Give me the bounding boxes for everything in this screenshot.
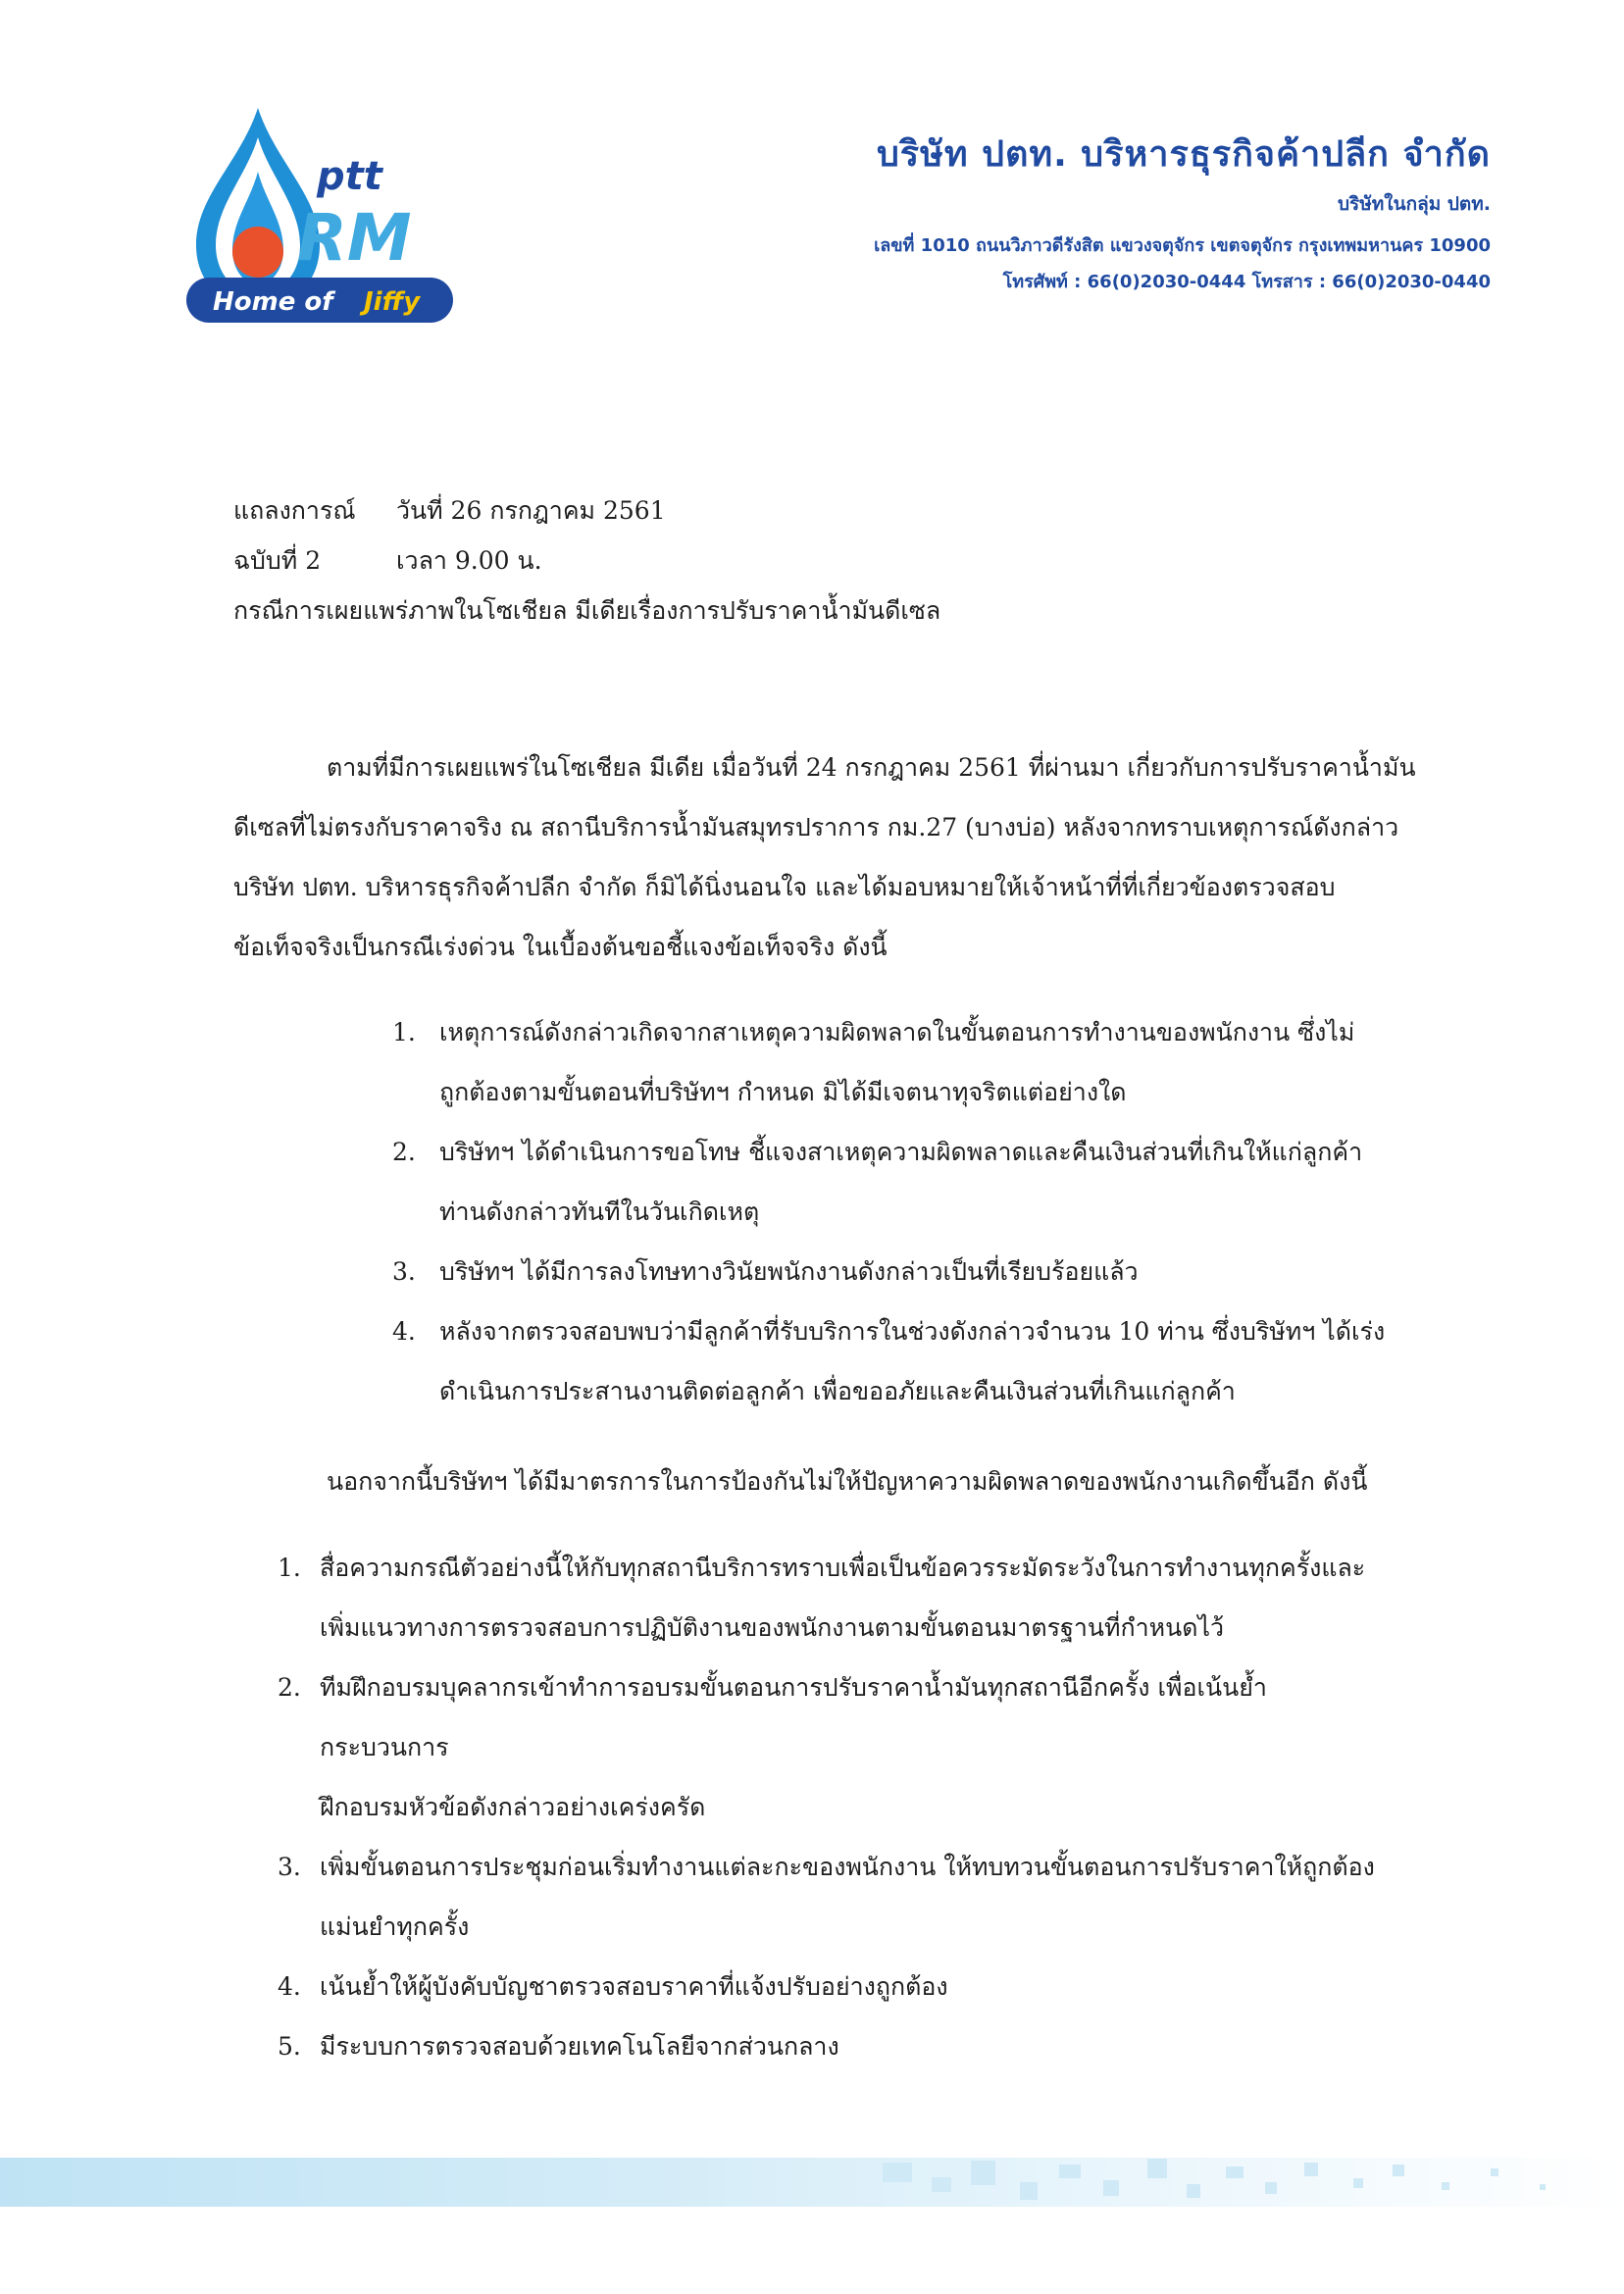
intro-line: ตามที่มีการเผยแพร่ในโซเชียล มีเดีย เมื่อวันที่ 24 กรกฎาคม 2561 ที่ผ่านมา เกี่ยวกับการปรับราคาน้ำมัน — [327, 753, 1416, 782]
ptt-rm-logo — [181, 103, 466, 329]
list-text: เน้นย้ำให้ผู้บังคับบัญชาตรวจสอบราคาที่แจ้งปรับอย่างถูกต้อง — [320, 1972, 948, 2001]
statement-date: วันที่ 26 กรกฎาคม 2561 — [396, 496, 666, 525]
logo-ptt-text: ptt — [317, 154, 382, 199]
company-address: เลขที่ 1010 ถนนวิภาวดีรังสิต แขวงจตุจักร เขตจตุจักร กรุงเทพมหานคร 10900 — [874, 235, 1491, 256]
list-text: มีระบบการตรวจสอบด้วยเทคโนโลยีจากส่วนกลาง — [320, 2032, 839, 2061]
list-number: 3. — [278, 1853, 301, 1881]
list-item — [392, 1242, 1393, 1301]
company-header — [874, 126, 1491, 295]
intro-line: ข้อเท็จจริงเป็นกรณีเร่งด่วน ในเบื้องต้นขอชี้แจงข้อเท็จจริง ดังนี้ — [233, 933, 888, 961]
list-text: เหตุการณ์ดังกล่าวเกิดจากสาเหตุความผิดพลาดในขั้นตอนการทำงานของพนักงาน ซึ่งไม่ — [439, 1018, 1355, 1046]
intro-paragraph — [233, 738, 1416, 977]
list-text: สื่อความกรณีตัวอย่างนี้ให้กับทุกสถานีบริการทราบเพื่อเป็นข้อควรระมัดระวังในการทำงานทุกครั้งและ — [320, 1554, 1366, 1582]
statement-label: แถลงการณ์ — [233, 496, 356, 525]
measures-list — [278, 1538, 1391, 2076]
list-text: หลังจากตรวจสอบพบว่ามีลูกค้าที่รับบริการในช่วงดังกล่าวจำนวน 10 ท่าน ซึ่งบริษัทฯ ได้เร่ง — [439, 1317, 1386, 1346]
list-number: 4. — [278, 1972, 301, 2001]
list-text: เพิ่มขั้นตอนการประชุมก่อนเริ่มทำงานแต่ละกะของพนักงาน ให้ทบทวนขั้นตอนการปรับราคาให้ถูกต้อง — [320, 1853, 1375, 1881]
list-item — [278, 1837, 1391, 1957]
list-number: 1. — [278, 1554, 301, 1582]
list-item — [278, 1657, 1391, 1837]
list-text: เพิ่มแนวทางการตรวจสอบการปฏิบัติงานของพนักงานตามขั้นตอนมาตรฐานที่กำหนดไว้ — [320, 1613, 1225, 1642]
list-number: 1. — [392, 1018, 416, 1046]
company-group: บริษัทในกลุ่ม ปตท. — [1337, 193, 1491, 215]
logo-rm-text: RM — [297, 200, 412, 276]
list-text: ฝึกอบรมหัวข้อดังกล่าวอย่างเคร่งครัด — [320, 1793, 706, 1821]
list-item — [278, 1538, 1391, 1657]
logo-tagline-brand: Jiffy — [364, 287, 421, 317]
company-contact: โทรศัพท์ : 66(0)2030-0444 โทรสาร : 66(0)2030-0440 — [1002, 272, 1491, 292]
intro-line: ดีเซลที่ไม่ตรงกับราคาจริง ณ สถานีบริการน้ำมันสมุทรปราการ กม.27 (บางบ่อ) หลังจากทราบเหตุการณ์ดังกล่าว — [233, 813, 1399, 841]
footer-pixel-pattern — [863, 2153, 1608, 2212]
list-text: บริษัทฯ ได้ดำเนินการขอโทษ ชี้แจงสาเหตุความผิดพลาดและคืนเงินส่วนที่เกินให้แก่ลูกค้า — [439, 1138, 1363, 1166]
facts-list — [392, 1002, 1393, 1421]
list-text: ถูกต้องตามขั้นตอนที่บริษัทฯ กำหนด มิได้มีเจตนาทุจริตแต่อย่างใด — [439, 1078, 1127, 1106]
list-text: แม่นยำทุกครั้ง — [320, 1912, 470, 1941]
list-item — [392, 1122, 1393, 1242]
issue-number: ฉบับที่ 2 — [233, 546, 322, 575]
list-number: 3. — [392, 1257, 416, 1286]
list-text: บริษัทฯ ได้มีการลงโทษทางวินัยพนักงานดังกล่าวเป็นที่เรียบร้อยแล้ว — [439, 1257, 1139, 1286]
list-text: ดำเนินการประสานงานติดต่อลูกค้า เพื่อขออภัยและคืนเงินส่วนที่เกินแก่ลูกค้า — [439, 1377, 1236, 1405]
measures-intro: นอกจากนี้บริษัทฯ ได้มีมาตรการในการป้องกันไม่ให้ปัญหาความผิดพลาดของพนักงานเกิดขึ้นอีก ดังนี้ — [327, 1467, 1368, 1496]
list-item — [392, 1002, 1393, 1122]
list-text: ท่านดังกล่าวทันทีในวันเกิดเหตุ — [439, 1198, 760, 1226]
list-text: ทีมฝึกอบรมบุคลากรเข้าทำการอบรมขั้นตอนการปรับราคาน้ำมันทุกสถานีอีกครั้ง เพื่อเน้นย้ำกระบวนการ — [320, 1673, 1267, 1761]
intro-line: บริษัท ปตท. บริหารธุรกิจค้าปลีก จำกัด ก็มิได้นิ่งนอนใจ และได้มอบหมายให้เจ้าหน้าที่ที่เกี่ยวข้องตรวจสอบ — [233, 873, 1336, 901]
statement-subject: กรณีการเผยแพร่ภาพในโซเชียล มีเดียเรื่องการปรับราคาน้ำมันดีเซล — [233, 596, 941, 625]
list-number: 2. — [392, 1138, 416, 1166]
list-item — [278, 1957, 1391, 2016]
list-item — [392, 1301, 1393, 1421]
company-name: บริษัท ปตท. บริหารธุรกิจค้าปลีก จำกัด — [876, 134, 1491, 175]
statement-time: เวลา 9.00 น. — [396, 546, 542, 575]
list-number: 5. — [278, 2032, 301, 2061]
list-number: 4. — [392, 1317, 416, 1346]
list-item — [278, 2016, 1391, 2076]
list-number: 2. — [278, 1673, 301, 1702]
logo-tagline-prefix: Home of — [213, 287, 333, 317]
